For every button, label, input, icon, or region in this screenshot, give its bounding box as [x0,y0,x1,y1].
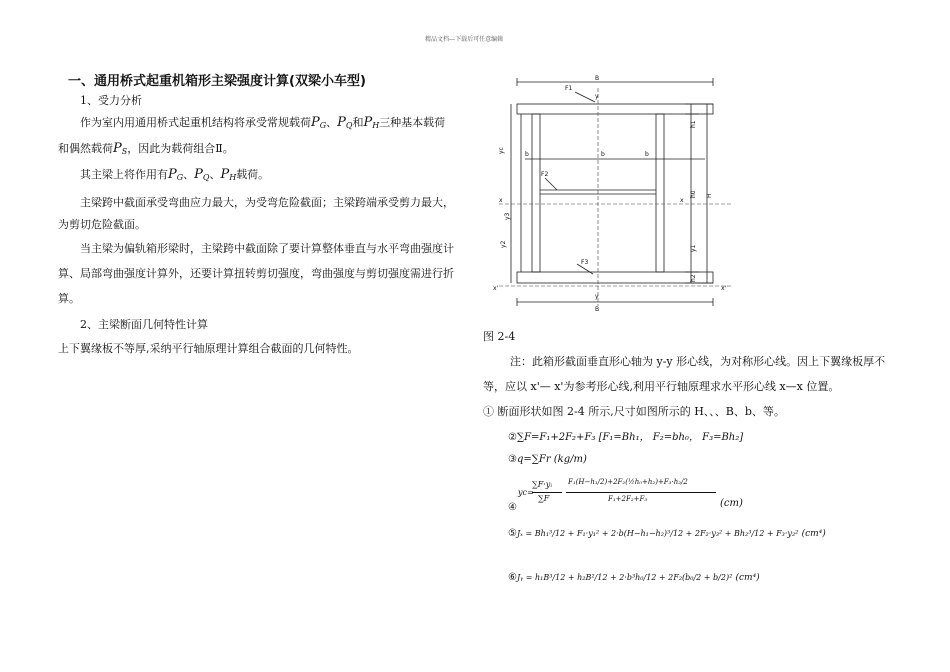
label-y1: y1 [690,244,697,252]
formula-2: ②∑F=F₁+2F₂+F₃ [F₁=Bh₁， F₂=bh₀， F₃=Bh₂] [508,432,744,443]
paragraph-3-line-2: 为剪切危险截面。 [58,218,146,231]
label-F2: F2 [541,171,549,178]
label-F3: F3 [581,259,589,266]
label-y-bottom: y [595,293,599,300]
label-h2: h2 [690,274,697,282]
note-line-2: 等，应以 x'— x'为参考形心线,利用平行轴原理求水平形心线 x—x 位置。 [483,380,840,393]
box-girder-section-figure [485,70,745,320]
label-x-right: x [680,197,684,204]
formula-3: ③q=∑Fr (kg/m) [508,454,587,465]
paragraph-1-line-2: 和偶然载荷$P_S$，因此为载荷组合Ⅱ。 [58,141,234,156]
label-xprime-right: x' [721,285,727,292]
label-b-right: b [645,151,649,158]
label-h0: h0 [690,190,697,198]
formula-5: ⑤Jₓ = Bh₁³/12 + F₁·y₁² + 2·b(H−h₁−h₂)³/12 + 2F₂·y₃² + Bh₂³/12 + F₃·y₂² (cm⁴) [508,528,826,539]
label-y-top: y [595,93,599,100]
dim-label-B-bottom: B [595,306,600,313]
item-2-heading: 2、主梁断面几何特性计算 [80,318,208,331]
label-F1: F1 [565,85,573,92]
page-header: 精品文档---下载后可任意编辑 [425,36,504,43]
paragraph-1-line-1: 作为室内用通用桥式起重机结构将承受常规载荷$P_G$、$P_Q$和$P_H$三种基本载荷 [80,115,446,130]
paragraph-4-line-2: 算、局部弯曲强度计算外，还要计算扭转剪切强度，弯曲强度与剪切强度需进行折 [58,267,454,280]
label-yc: yc [498,147,505,154]
formula-6: ⑥Jᵧ = h₁B³/12 + h₂B²/12 + 2·b³h₀/12 + 2F₂(b₀/2 + b/2)² (cm⁴) [508,572,760,583]
paragraph-4-line-3: 算。 [58,292,80,305]
label-y2: y2 [500,240,507,248]
note-line-1: 注：此箱形截面垂直形心轴为 y-y 形心线，为对称形心线。因上下翼缘板厚不 [510,355,886,368]
label-b-mid: b [601,151,605,158]
label-h1: h1 [690,120,697,128]
figure-caption: 图 2-4 [483,330,516,343]
label-x-left: x [499,197,503,204]
item-1-heading: 1、受力分析 [80,94,142,107]
label-y3: y3 [504,212,511,220]
section-title: 一、通用桥式起重机箱形主梁强度计算(双梁小车型) [68,74,366,89]
formula-4: ④ yc= ∑F·yᵢ ∑F F₁(H−h₁/2)+2F₂(½h₀+h₂)+F₃·h₂/2 F₁+2F₂+F₃ (cm) [508,478,743,513]
paragraph-2: 其主梁上将作用有$P_G$、$P_Q$、$P_H$载荷。 [80,167,270,182]
label-b-left: b [525,151,529,158]
label-xprime-left: x' [493,285,499,292]
label-H: H [706,193,713,198]
paragraph-3-line-1: 主梁跨中截面承受弯曲应力最大，为受弯危险截面；主梁跨端承受剪力最大， [80,196,454,209]
dim-label-B-top: B [595,75,600,82]
paragraph-5: 上下翼缘板不等厚,采纳平行轴原理计算组合截面的几何特性。 [58,342,359,355]
paragraph-4-line-1: 当主梁为偏轨箱形梁时，主梁跨中截面除了要计算整体垂直与水平弯曲强度计 [80,242,454,255]
formula-item-1: ① 断面形状如图 2-4 所示,尺寸如图所示的 H、、、B、b、等。 [483,405,785,418]
